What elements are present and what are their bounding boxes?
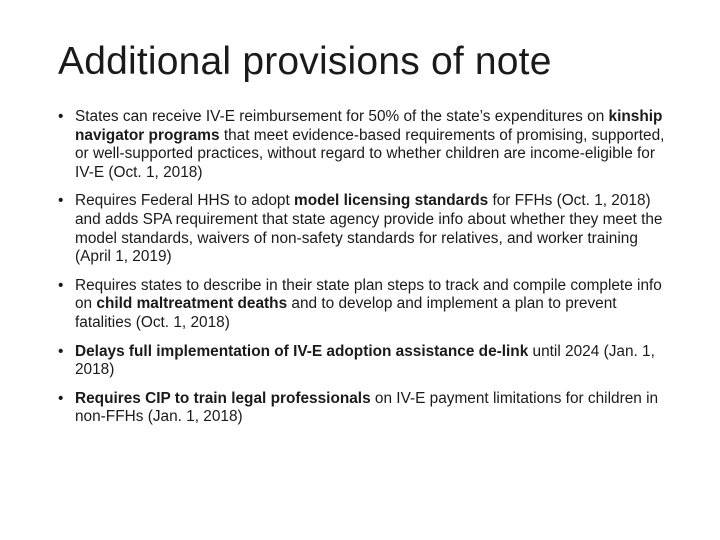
bullet-bold-text: kinship navigator programs xyxy=(75,108,663,144)
bullet-list xyxy=(56,108,668,437)
bullet-text: and to develop and implement a plan to prevent fatalities (Oct. 1, 2018) xyxy=(75,295,617,331)
bullet-text: Requires states to describe in their state plan steps to track and compile complete info on xyxy=(75,276,662,313)
bullet-bold-text: model licensing standards xyxy=(294,192,489,210)
bullet-text: that meet evidence-based requirements of promising, supported, or well-supported practices, without regard to whether children are income-eligible for IV-E (Oct. 1, 2018) xyxy=(75,126,665,181)
bullet-bold-text: child maltreatment deaths xyxy=(96,295,288,313)
bullet-text: on IV-E payment limitations for children in non-FFHs (Jan. 1, 2018) xyxy=(75,389,659,426)
bullet-text: until 2024 (Jan. 1, 2018) xyxy=(75,342,655,379)
bullet-delink-delay xyxy=(56,343,668,380)
bullet-bold-text: Delays full implementation of IV-E adoption assistance de-link xyxy=(75,342,529,360)
bullet-kinship-navigator xyxy=(56,108,668,182)
bullet-text: Requires Federal HHS to adopt xyxy=(75,192,295,210)
bullet-model-licensing xyxy=(56,192,668,266)
bullet-cip-training xyxy=(56,390,668,427)
bullet-text: for FFHs (Oct. 1, 2018) and adds SPA requirement that state agency provide info about whether they meet the model standards, waivers of non-safety standards for relatives, and worker training (April 1, 2019) xyxy=(75,192,663,266)
bullet-text: States can receive IV-E reimbursement for 50% of the state’s expenditures on xyxy=(75,108,609,125)
bullet-maltreatment-deaths xyxy=(56,277,668,333)
slide-title: Additional provisions of note xyxy=(58,40,552,83)
bullet-bold-text: Requires CIP to train legal professionals xyxy=(75,389,371,407)
